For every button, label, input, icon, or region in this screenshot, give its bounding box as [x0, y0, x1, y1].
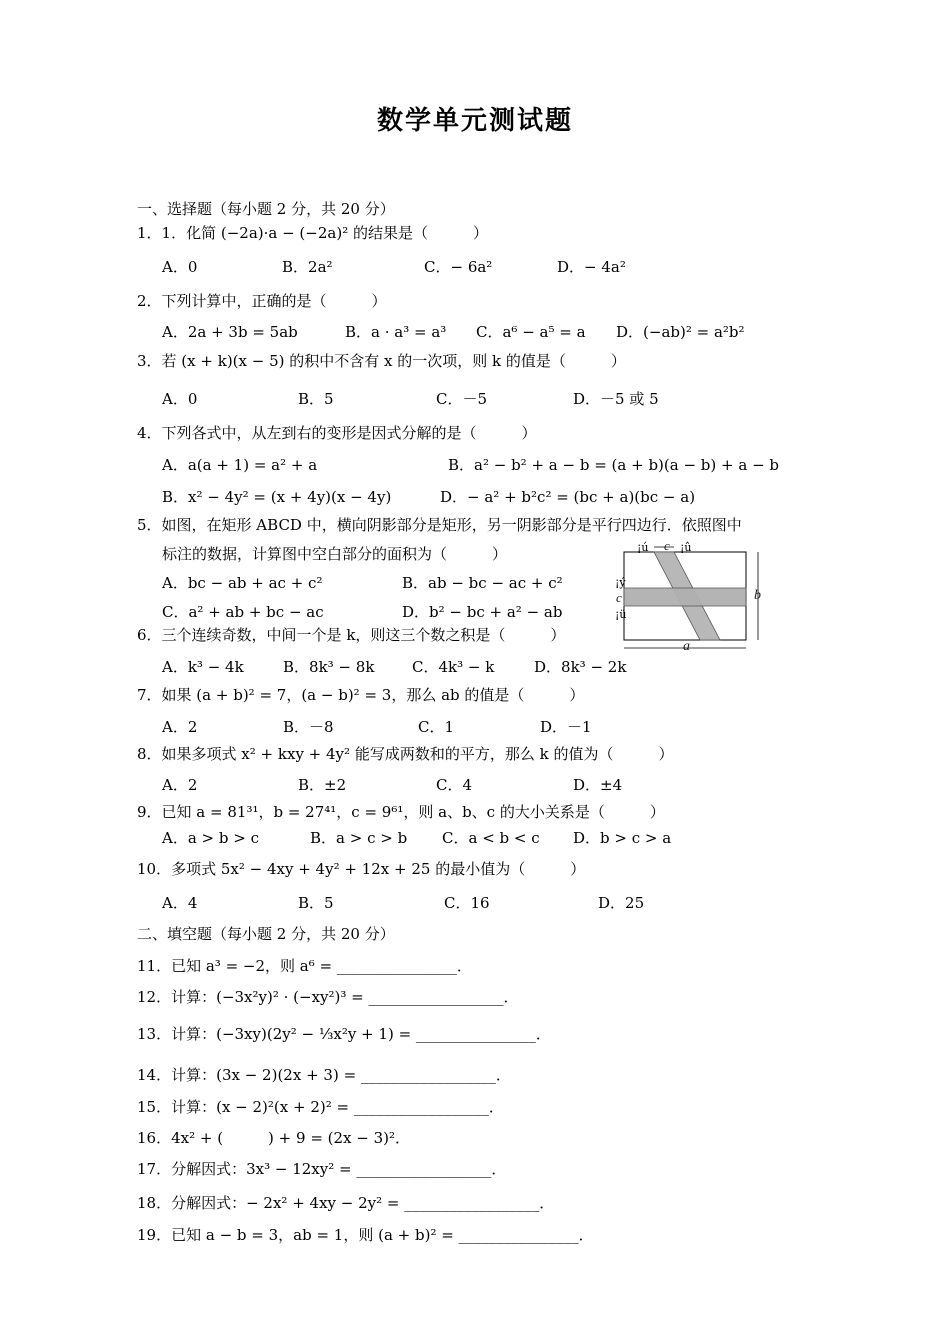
question-6-option-a: A．k³ − 4k [162, 658, 244, 676]
question-3-option-d: D．－5 或 5 [573, 390, 659, 408]
question-5-option-c: C．a² + ab + bc − ac [162, 603, 324, 621]
fill-question-17: 17．分解因式：3x³ − 12xy² = __________________． [137, 1160, 507, 1178]
question-9-option-b: B．a > c > b [310, 829, 408, 847]
question-4-option-d: D．− a² + b²c² = (bc + a)(bc − a) [440, 488, 696, 506]
fill-question-11: 11．已知 a³ = −2，则 a⁶ = ________________． [137, 957, 472, 975]
question-7-option-a: A．2 [162, 718, 198, 736]
question-6-option-c: C．4k³ − k [412, 658, 495, 676]
question-8-stem: 8．如果多项式 x² + kxy + 4y² 能写成两数和的平方，那么 k 的值为（ ） [137, 745, 674, 763]
question-7-option-c: C．1 [418, 718, 455, 736]
question-1-option-a: A．0 [162, 258, 198, 276]
fill-question-18: 18．分解因式：− 2x² + 4xy − 2y² = __________________． [137, 1194, 555, 1212]
question-9-option-a: A．a > b > c [162, 829, 259, 847]
question-5-option-d: D．b² − bc + a² − ab [402, 603, 563, 621]
question-1-option-c: C．− 6a² [424, 258, 493, 276]
question-3-stem: 3．若 (x + k)(x − 5) 的积中不含有 x 的一次项，则 k 的值是（ ） [137, 352, 626, 370]
fill-question-19: 19．已知 a − b = 3，ab = 1，则 (a + b)² = ________________． [137, 1226, 594, 1244]
question-9-stem: 9．已知 a = 81³¹，b = 27⁴¹，c = 9⁶¹，则 a、b、c 的大小关系是（ ） [137, 803, 665, 821]
question-5-option-a: A．bc − ab + ac + c² [162, 574, 323, 592]
question-2-option-a: A．2a + 3b = 5ab [162, 323, 298, 341]
question-5-stem-line1: 5．如图，在矩形 ABCD 中，横向阴影部分是矩形，另一阴影部分是平行四边行．依照图中 [137, 516, 742, 534]
figure-label-a: a [683, 639, 690, 654]
question-4-stem: 4．下列各式中，从左到右的变形是因式分解的是（ ） [137, 424, 537, 442]
question-2-option-b: B．a · a³ = a³ [345, 323, 447, 341]
question-10-option-b: B．5 [298, 894, 334, 912]
question-10-stem: 10．多项式 5x² − 4xy + 4y² + 12x + 25 的最小值为（ ） [137, 860, 586, 878]
question-1-stem: 1．1．化简 (−2a)·a − (−2a)² 的结果是（ ） [137, 224, 488, 242]
question-9-option-c: C．a < b < c [442, 829, 540, 847]
question-8-option-a: A．2 [162, 776, 198, 794]
figure-label-c-top: c [664, 538, 670, 553]
question-10-option-a: A．4 [162, 894, 198, 912]
question-1-option-b: B．2a² [282, 258, 333, 276]
figure-tick-u3: ¡ü [615, 608, 627, 621]
question-6-option-d: D．8k³ − 2k [534, 658, 627, 676]
fill-question-13: 13．计算：(−3xy)(2y² − ⅓x²y + 1) = ________________． [137, 1025, 551, 1043]
figure-horizontal-shade [624, 588, 746, 606]
question-3-option-a: A．0 [162, 390, 198, 408]
question-4-option-b: B．a² − b² + a − b = (a + b)(a − b) + a − b [448, 456, 780, 474]
fill-question-14: 14．计算：(3x − 2)(2x + 3) = __________________． [137, 1066, 511, 1084]
question-4-option-a: A．a(a + 1) = a² + a [162, 456, 318, 474]
question-6-stem: 6．三个连续奇数，中间一个是 k，则这三个数之积是（ ） [137, 626, 566, 644]
question-7-option-b: B．－8 [283, 718, 334, 736]
question-3-option-b: B．5 [298, 390, 334, 408]
question-6-option-b: B．8k³ − 8k [283, 658, 375, 676]
fill-question-12: 12．计算：(−3x²y)² · (−xy²)³ = __________________． [137, 988, 519, 1006]
figure-tick-y: ¡ý [615, 576, 626, 589]
question-3-option-c: C．－5 [436, 390, 488, 408]
question-7-stem: 7．如果 (a + b)² = 7，(a − b)² = 3，那么 ab 的值是（ ） [137, 686, 585, 704]
question-9-option-d: D．b > c > a [573, 829, 672, 847]
question-1-option-d: D．− 4a² [557, 258, 626, 276]
question-5-stem-line2: 标注的数据，计算图中空白部分的面积为（ ） [162, 545, 508, 563]
question-2-option-d: D．(−ab)² = a²b² [616, 323, 745, 341]
figure-label-c-left: c [616, 590, 622, 605]
question-2-option-c: C．a⁶ − a⁵ = a [476, 323, 586, 341]
question-8-option-c: C．4 [436, 776, 473, 794]
question-7-option-d: D．－1 [540, 718, 592, 736]
figure-label-b: b [754, 588, 761, 603]
question-10-option-c: C．16 [444, 894, 490, 912]
figure-tick-u2: ¡û [680, 541, 692, 554]
section-heading-choice: 一、选择题（每小题 2 分，共 20 分） [137, 200, 395, 218]
question-2-stem: 2．下列计算中，正确的是（ ） [137, 292, 387, 310]
question-5-option-b: B．ab − bc − ac + c² [402, 574, 563, 592]
question-4-option-c: B．x² − 4y² = (x + 4y)(x − 4y) [162, 488, 392, 506]
page-title: 数学单元测试题 [376, 106, 573, 136]
fill-question-15: 15．计算：(x − 2)²(x + 2)² = __________________． [137, 1098, 504, 1116]
rectangle-figure [612, 538, 772, 654]
figure-tick-u1: ¡ú [637, 541, 649, 554]
fill-question-16: 16．4x² + ( ) + 9 = (2x − 3)²． [137, 1129, 411, 1147]
question-8-option-b: B．±2 [298, 776, 347, 794]
question-10-option-d: D．25 [598, 894, 645, 912]
section-heading-fill: 二、填空题（每小题 2 分，共 20 分） [137, 925, 395, 943]
question-8-option-d: D．±4 [573, 776, 623, 794]
